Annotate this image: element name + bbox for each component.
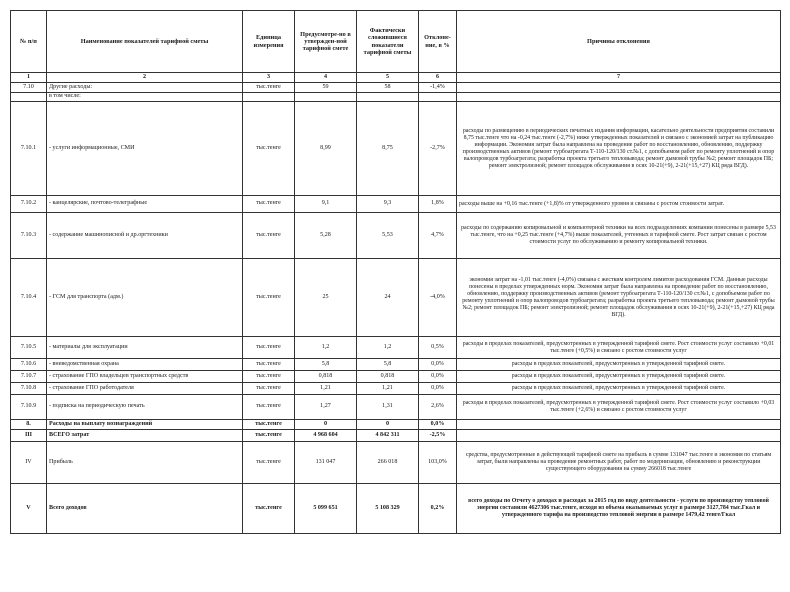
table-row	[11, 93, 781, 102]
table-row	[11, 420, 781, 430]
column-number: 4	[295, 73, 357, 83]
table-row	[11, 259, 781, 337]
header-no: № п/п	[11, 11, 47, 73]
row-number: III	[11, 430, 47, 442]
deviation-reason: экономия затрат на -1,01 тыс.тенге (-4,0%) связана с жестким контролем лимитов расходования ГСМ. Данные расходы понесены в пределах утвержденных норм. Экономия затрат была направлена на проведение работ по восстановлению, обновлению, поддержку производственных активов (ремонт турбоагрегата Т-110-120/130 ст.№1, с допобъемом работ по ремонту уплотнений и опор валопроводов турбоагрегата; разработка проекта третьего тепловывода; ремонт дымовой трубы №2; ремонт площадок ПБ; ремонт электролизной; ремонт площадок обслуживания в осях 10-21(+9), 2-21(+15,+27) КЦ ряда ВГД).	[457, 259, 781, 337]
header-reason: Причины отклонения	[457, 11, 781, 73]
unit-of-measure: тыс.тенге	[243, 484, 295, 534]
planned-value: 1,21	[295, 383, 357, 395]
planned-value: 4 968 604	[295, 430, 357, 442]
row-number: 7.10.3	[11, 213, 47, 259]
column-number-row	[11, 73, 781, 83]
header-planned: Предусмотре-но в утвержден-ной тарифной смете	[295, 11, 357, 73]
indicator-name: Расходы на выплату вознаграждений	[47, 420, 243, 430]
deviation-percent: -2,7%	[419, 102, 457, 196]
row-number: 7.10.9	[11, 395, 47, 420]
table-row	[11, 83, 781, 93]
planned-value: 9,1	[295, 196, 357, 213]
actual-value: 24	[357, 259, 419, 337]
table-row	[11, 484, 781, 534]
table-row	[11, 196, 781, 213]
deviation-reason: расходы в пределах показателей, предусмотренных в утвержденной тарифной смете. Рост стоимости услуг составило +0,01 тыс.тенге (+0,5%) и связано с ростом стоимости услуг	[457, 337, 781, 359]
planned-value: 1,27	[295, 395, 357, 420]
deviation-reason: расходы по размещению в периодических печатных издания информации, касательно деятельности предприятия составили 8,75 тыс.тенге что на -0,24 тыс.тенге (-2,7%) ниже утвержденных показателей и связано с экономией затрат на публикацию информации. Экономия затрат была направлена на проведение работ по восстановлению, обновлению, поддержку производственных активов (ремонт турбоагрегата Т-110-120/130 ст.№1, с допобъемом работ по ремонту уплотнений и опор валопроводов турбоагрегата; разработка проекта третьего тепловывода; ремонт дымовой трубы №2; ремонт площадок ПБ; ремонт электролизной; ремонт площадок обслуживания в осях 10-21(+9), 2-21(+15,+27) КЦ ряда ВГД).	[457, 102, 781, 196]
deviation-reason: расходы в пределах показателей, предусмотренных в утвержденной тарифной смете.	[457, 359, 781, 371]
row-number: 8.	[11, 420, 47, 430]
deviation-reason: средства, предусмотренные в действующей тарифной смете на прибыль в сумме 131047 тыс.тенге и экономия по статьям затрат, были направлены на проведение ремонтных работ, работ по модернизации, обновлению и реконструкции существующего оборудования на сумму 266018 тыс.тенге	[457, 442, 781, 484]
column-number: 2	[47, 73, 243, 83]
row-number: V	[11, 484, 47, 534]
unit-of-measure: тыс.тенге	[243, 102, 295, 196]
header-unit: Единица измерения	[243, 11, 295, 73]
deviation-reason	[457, 93, 781, 102]
unit-of-measure: тыс.тенге	[243, 359, 295, 371]
planned-value: 5,28	[295, 213, 357, 259]
header-name: Наименование показателей тарифной сметы	[47, 11, 243, 73]
tariff-estimate-table	[10, 10, 781, 534]
deviation-reason: расходы в пределах показателей, предусмотренных в утвержденной тарифной смете.	[457, 371, 781, 383]
actual-value: 5 108 329	[357, 484, 419, 534]
table-row	[11, 213, 781, 259]
indicator-name: - страхование ГПО владельцев транспортных средств	[47, 371, 243, 383]
actual-value: 58	[357, 83, 419, 93]
indicator-name: - услуги информационные, СМИ	[47, 102, 243, 196]
planned-value	[295, 93, 357, 102]
deviation-reason: расходы выше на +0,16 тыс.тенге (+1,8)% от утвержденного уровня и связаны с ростом стоимости затрат.	[457, 196, 781, 213]
table-row	[11, 359, 781, 371]
planned-value: 1,2	[295, 337, 357, 359]
deviation-reason	[457, 420, 781, 430]
table-row	[11, 337, 781, 359]
planned-value: 25	[295, 259, 357, 337]
header-actual: Фактически сложившиеся показатели тарифной сметы	[357, 11, 419, 73]
deviation-reason: всего доходы по Отчету о доходах и расходах за 2015 год по виду деятельности - услуги по производству тепловой энергии составили 4627306 тыс.тенге, исходя из объема оказываемых услуг в размере 3127,784 тыс.Гкал и утвержденного тарифа на производство тепловой энергии в размере 1479,42 тенге/Гкал	[457, 484, 781, 534]
actual-value: 1,2	[357, 337, 419, 359]
unit-of-measure: тыс.тенге	[243, 420, 295, 430]
indicator-name: Другие расходы:	[47, 83, 243, 93]
indicator-name: - вневедомственная охрана	[47, 359, 243, 371]
unit-of-measure: тыс.тенге	[243, 213, 295, 259]
row-number: 7.10.8	[11, 383, 47, 395]
row-number: 7.10.1	[11, 102, 47, 196]
column-number: 3	[243, 73, 295, 83]
deviation-percent: 0,0%	[419, 383, 457, 395]
actual-value: 266 018	[357, 442, 419, 484]
deviation-percent: -4,0%	[419, 259, 457, 337]
indicator-name: - содержание машинописной и др.оргтехники	[47, 213, 243, 259]
unit-of-measure: тыс.тенге	[243, 259, 295, 337]
row-number: 7.10.6	[11, 359, 47, 371]
deviation-percent: 0,0%	[419, 371, 457, 383]
deviation-percent: 2,6%	[419, 395, 457, 420]
unit-of-measure	[243, 93, 295, 102]
unit-of-measure: тыс.тенге	[243, 196, 295, 213]
row-number	[11, 93, 47, 102]
column-number: 1	[11, 73, 47, 83]
planned-value: 0	[295, 420, 357, 430]
deviation-percent: 103,0%	[419, 442, 457, 484]
deviation-percent: -2,5%	[419, 430, 457, 442]
unit-of-measure: тыс.тенге	[243, 383, 295, 395]
column-number: 5	[357, 73, 419, 83]
deviation-reason: расходы в пределах показателей, предусмотренных в утвержденной тарифной смете.	[457, 383, 781, 395]
deviation-percent: 0,0%	[419, 420, 457, 430]
header-row	[11, 11, 781, 73]
deviation-percent	[419, 93, 457, 102]
row-number: 7.10	[11, 83, 47, 93]
column-number: 7	[457, 73, 781, 83]
unit-of-measure: тыс.тенге	[243, 337, 295, 359]
row-number: 7.10.7	[11, 371, 47, 383]
row-number: 7.10.5	[11, 337, 47, 359]
indicator-name: - подписка на периодическую печать	[47, 395, 243, 420]
deviation-percent: 0,2%	[419, 484, 457, 534]
actual-value: 4 842 311	[357, 430, 419, 442]
actual-value: 1,21	[357, 383, 419, 395]
planned-value: 5 099 651	[295, 484, 357, 534]
table-row	[11, 383, 781, 395]
actual-value: 0,818	[357, 371, 419, 383]
deviation-percent: 0,5%	[419, 337, 457, 359]
indicator-name: - материалы для эксплуатации	[47, 337, 243, 359]
row-number: IV	[11, 442, 47, 484]
header-deviation: Отклоне-ние, в %	[419, 11, 457, 73]
deviation-reason	[457, 83, 781, 93]
indicator-name: - канцелярские, почтово-телеграфные	[47, 196, 243, 213]
indicator-name: Прибыль	[47, 442, 243, 484]
row-number: 7.10.2	[11, 196, 47, 213]
indicator-name: Всего доходов	[47, 484, 243, 534]
unit-of-measure: тыс.тенге	[243, 371, 295, 383]
unit-of-measure: тыс.тенге	[243, 395, 295, 420]
tariff-report-page	[10, 10, 780, 585]
table-row	[11, 430, 781, 442]
planned-value: 8,99	[295, 102, 357, 196]
unit-of-measure: тыс.тенге	[243, 83, 295, 93]
table-body	[11, 83, 781, 534]
actual-value: 5,8	[357, 359, 419, 371]
actual-value: 9,3	[357, 196, 419, 213]
actual-value: 1,31	[357, 395, 419, 420]
indicator-name: - страхование ГПО работодателя	[47, 383, 243, 395]
actual-value: 0	[357, 420, 419, 430]
deviation-percent: 1,8%	[419, 196, 457, 213]
deviation-reason: расходы в пределах показателей, предусмотренных в утвержденной тарифной смете. Рост стоимости услуг составило +0,03 тыс.тенге (+2,6%) и связано с ростом стоимости услуг	[457, 395, 781, 420]
planned-value: 5,8	[295, 359, 357, 371]
planned-value: 131 047	[295, 442, 357, 484]
actual-value: 8,75	[357, 102, 419, 196]
deviation-percent: 4,7%	[419, 213, 457, 259]
planned-value: 59	[295, 83, 357, 93]
unit-of-measure: тыс.тенге	[243, 442, 295, 484]
deviation-percent: -1,4%	[419, 83, 457, 93]
table-row	[11, 371, 781, 383]
indicator-name: ВСЕГО затрат	[47, 430, 243, 442]
unit-of-measure: тыс.тенге	[243, 430, 295, 442]
deviation-reason	[457, 430, 781, 442]
deviation-reason: расходы по содержанию копировальной и компьютерной техники на всех подразделениях компании понесены в размере 5,53 тыс.тенге, что на +0,25 тыс.тенге (+4,7%) выше показателей, учтенных в тарифной смете. Рост затрат связан с ростом стоимости услуг по обслуживанию и ремонту копировальной техники.	[457, 213, 781, 259]
table-row	[11, 442, 781, 484]
row-number: 7.10.4	[11, 259, 47, 337]
indicator-name: - ГСМ для транспорта (адм.)	[47, 259, 243, 337]
actual-value: 5,53	[357, 213, 419, 259]
table-row	[11, 395, 781, 420]
indicator-name: в том числе:	[47, 93, 243, 102]
column-number: 6	[419, 73, 457, 83]
deviation-percent: 0,0%	[419, 359, 457, 371]
planned-value: 0,818	[295, 371, 357, 383]
table-row	[11, 102, 781, 196]
actual-value	[357, 93, 419, 102]
